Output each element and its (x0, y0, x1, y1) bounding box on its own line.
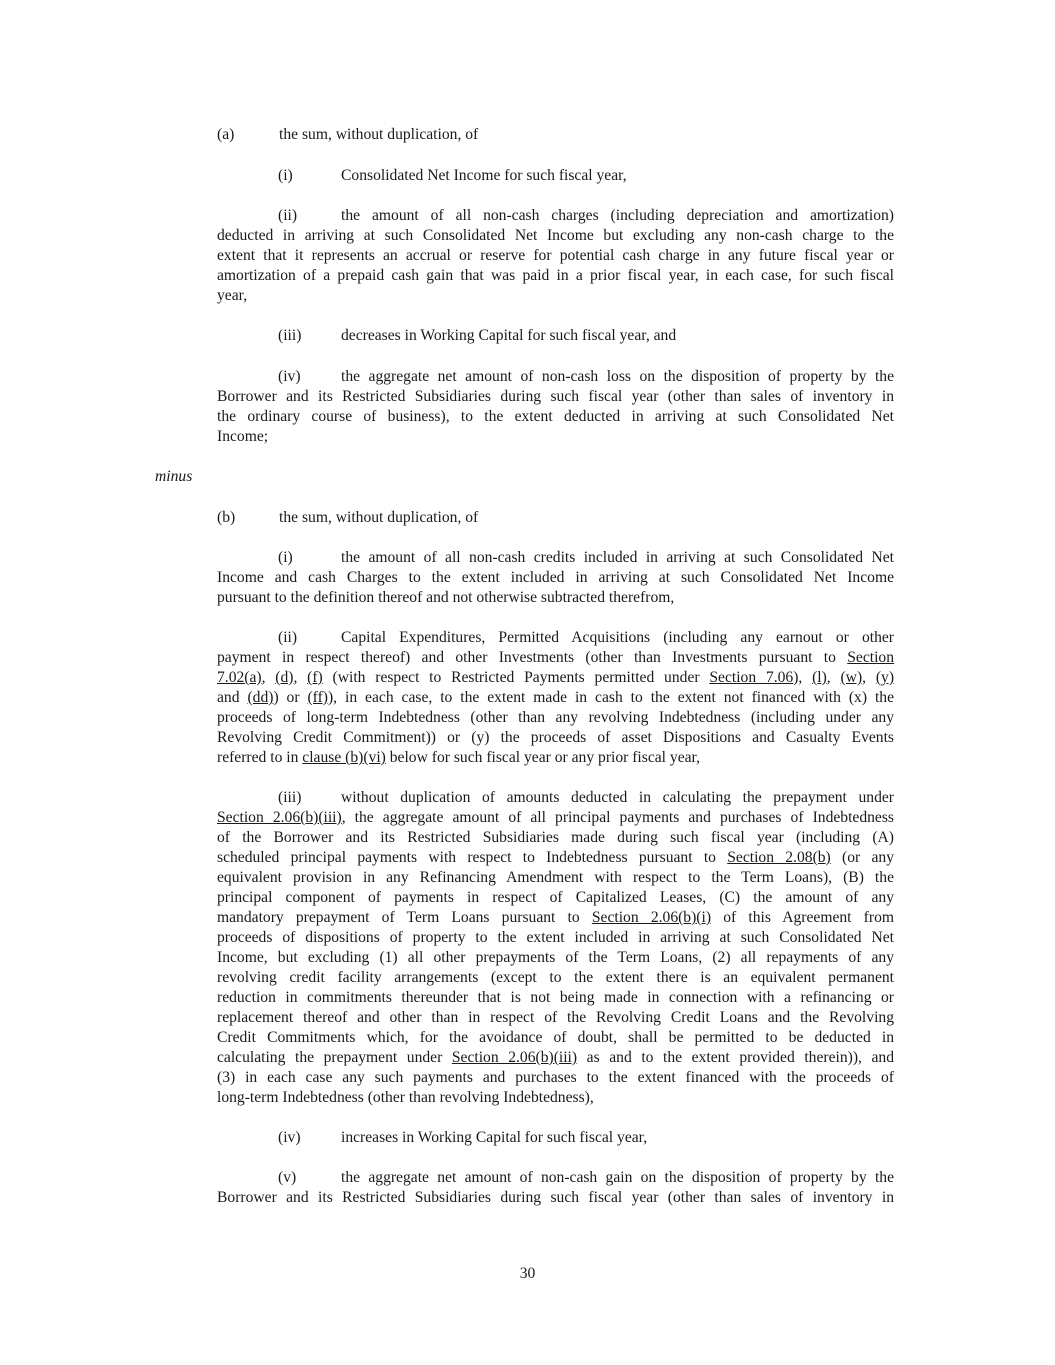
minus-label: minus (155, 468, 193, 485)
text-run: payment in respect thereof) and other Investments (other than Investments pursuant to (217, 649, 848, 666)
clause-a-iii-text: decreases in Working Capital for such fiscal year, and (341, 327, 677, 344)
section-ref-ff[interactable]: (ff) (307, 689, 328, 706)
clause-b-v-label: (v) (278, 1169, 297, 1186)
clause-b-i-label: (i) (278, 549, 293, 566)
text-run: ), (793, 669, 813, 686)
clause-b-i-line: Income and cash Charges to the extent included in arriving at such Consolidated Net Income (217, 569, 894, 586)
text-run: and (217, 689, 248, 706)
clause-b-ii-line: proceeds of long-term Indebtedness (other than any revolving Indebtedness (including under any (217, 709, 894, 726)
clause-a-label: (a) (217, 126, 235, 143)
section-ref-dd[interactable]: (dd) (247, 689, 274, 706)
section-ref-2-08-b[interactable]: Section 2.08(b) (727, 849, 831, 866)
clause-b-iii-last-line: long-term Indebtedness (other than revolving Indebtedness), (217, 1089, 594, 1106)
clause-b-iv-text: increases in Working Capital for such fiscal year, (341, 1129, 648, 1146)
clause-b-iii-label: (iii) (278, 789, 302, 806)
text-run: ) or (273, 689, 308, 706)
section-ref-2-06-b-i[interactable]: Section 2.06(b)(i) (591, 909, 712, 926)
clause-b-ii-last-line (217, 748, 700, 768)
section-ref-l[interactable]: (l) (812, 669, 827, 686)
clause-a-iv-last-line: Income; (217, 428, 269, 445)
text-run: mandatory prepayment of Term Loans pursuant to (217, 909, 592, 926)
text-run: as and to the extent provided therein)), and (577, 1049, 894, 1066)
clause-a-ii-line: extent that it represents an accrual or reserve for potential cash charge in any future fiscal year or (217, 247, 894, 264)
clause-b-iii-line: principal component of payments in respect of Capitalized Leases, (C) the amount of any (217, 889, 894, 906)
clause-b-iii-line: revolving credit facility arrangements (except to the extent there is an equivalent permanent (217, 969, 894, 986)
clause-b-text: the sum, without duplication, of (279, 509, 479, 526)
clause-b-iii-line: of the Borrower and its Restricted Subsidiaries made during such fiscal year (including (A) (217, 829, 894, 846)
clause-b-label: (b) (217, 509, 236, 526)
clause-a-iv-label: (iv) (278, 368, 301, 385)
clause-b-ii-line (217, 648, 894, 668)
clause-b-iii-line: (3) in each case any such payments and purchases to the extent financed with the proceeds of (217, 1069, 894, 1086)
text-run: , (862, 669, 876, 686)
clause-b-iii-line (217, 908, 894, 928)
clause-b-ii-line (217, 668, 894, 688)
section-ref-d[interactable]: (d) (275, 669, 294, 686)
clause-b-ii-first-line: Capital Expenditures, Permitted Acquisitions (including any earnout or other (341, 629, 894, 646)
clause-b-iii-line (217, 808, 894, 828)
clause-a-text: the sum, without duplication, of (279, 126, 479, 143)
text-run: of this Agreement from (711, 909, 894, 926)
text-run: , (261, 669, 276, 686)
section-ref-2-06-b-iii[interactable]: Section 2.06(b)(iii) (451, 1049, 578, 1066)
clause-b-iii-line: Credit Commitments which, for the avoidance of doubt, shall be permitted to be deducted in (217, 1029, 894, 1046)
text-run: (with respect to Restricted Payments permitted under (322, 669, 710, 686)
clause-a-ii-line: deducted in arriving at such Consolidated Net Income but excluding any non-cash charge to the (217, 227, 894, 244)
clause-b-iii-first-line: without duplication of amounts deducted in calculating the prepayment under (341, 789, 894, 806)
clause-b-i-last-line: pursuant to the definition thereof and not otherwise subtracted therefrom, (217, 589, 675, 606)
section-ref-y[interactable]: (y) (875, 669, 894, 686)
clause-b-i-first-line: the amount of all non-cash credits included in arriving at such Consolidated Net (341, 549, 894, 566)
clause-b-iii-line: replacement thereof and other than in respect of the Revolving Credit Loans and the Revolving (217, 1009, 894, 1026)
text-run: ), in each case, to the extent made in cash to the extent not financed with (x) the (327, 689, 894, 706)
text-run: below for such fiscal year or any prior fiscal year, (385, 749, 701, 766)
clause-a-ii-last-line: year, (217, 287, 248, 304)
section-7-02-link[interactable]: Section (847, 649, 894, 666)
section-ref-w[interactable]: (w) (840, 669, 863, 686)
clause-b-iii-line (217, 848, 894, 868)
clause-b-iii-line: Income, but excluding (1) all other prepayments of the Term Loans, (2) all repayments of any (217, 949, 894, 966)
section-ref-7-06[interactable]: Section 7.06 (709, 669, 794, 686)
page-number: 30 (519, 1265, 536, 1282)
text-run: , the aggregate amount of all principal payments and purchases of Indebtedness (341, 809, 894, 826)
clause-a-iv-line: Borrower and its Restricted Subsidiaries during such fiscal year (other than sales of inventory in (217, 388, 894, 405)
clause-a-ii-line: amortization of a prepaid cash gain that was paid in a prior fiscal year, in each case, for such fiscal (217, 267, 894, 284)
clause-a-iv-first-line: the aggregate net amount of non-cash loss on the disposition of property by the (341, 368, 894, 385)
text-run: calculating the prepayment under (217, 1049, 452, 1066)
clause-b-iii-line (217, 1048, 894, 1068)
clause-a-ii-label: (ii) (278, 207, 298, 224)
clause-b-iii-line: reduction in commitments thereunder that is not being made in connection with a refinancing or (217, 989, 894, 1006)
text-run: , (293, 669, 308, 686)
clause-b-ii-line: Revolving Credit Commitment)) or (y) the proceeds of asset Dispositions and Casualty Events (217, 729, 894, 746)
clause-a-i-text: Consolidated Net Income for such fiscal year, (341, 167, 627, 184)
clause-b-ii-label: (ii) (278, 629, 298, 646)
text-run: , (826, 669, 841, 686)
clause-b-iii-line: equivalent provision in any Refinancing Amendment with respect to the Term Loans), (B) the (217, 869, 894, 886)
section-ref-7-02a[interactable]: 7.02(a) (217, 669, 262, 686)
section-ref-2-06-b-iii[interactable]: Section 2.06(b)(iii) (217, 809, 342, 826)
clause-b-v-first-line: the aggregate net amount of non-cash gain on the disposition of property by the (341, 1169, 894, 1186)
text-run: referred to in (217, 749, 303, 766)
clause-b-iv-label: (iv) (278, 1129, 301, 1146)
clause-ref-b-vi[interactable]: clause (b)(vi) (302, 749, 386, 766)
clause-a-i-label: (i) (278, 167, 293, 184)
text-run: (or any (830, 849, 894, 866)
clause-b-iii-line: proceeds of dispositions of property to the extent included in arriving at such Consolidated Net (217, 929, 894, 946)
clause-b-ii-line (217, 688, 894, 708)
section-ref-f[interactable]: (f) (307, 669, 323, 686)
clause-a-ii-first-line: the amount of all non-cash charges (including depreciation and amortization) (341, 207, 894, 224)
text-run: scheduled principal payments with respect to Indebtedness pursuant to (217, 849, 728, 866)
clause-b-v-line: Borrower and its Restricted Subsidiaries during such fiscal year (other than sales of inventory in (217, 1189, 894, 1206)
clause-a-iii-label: (iii) (278, 327, 302, 344)
clause-a-iv-line: the ordinary course of business), to the extent deducted in arriving at such Consolidated Net (217, 408, 894, 425)
